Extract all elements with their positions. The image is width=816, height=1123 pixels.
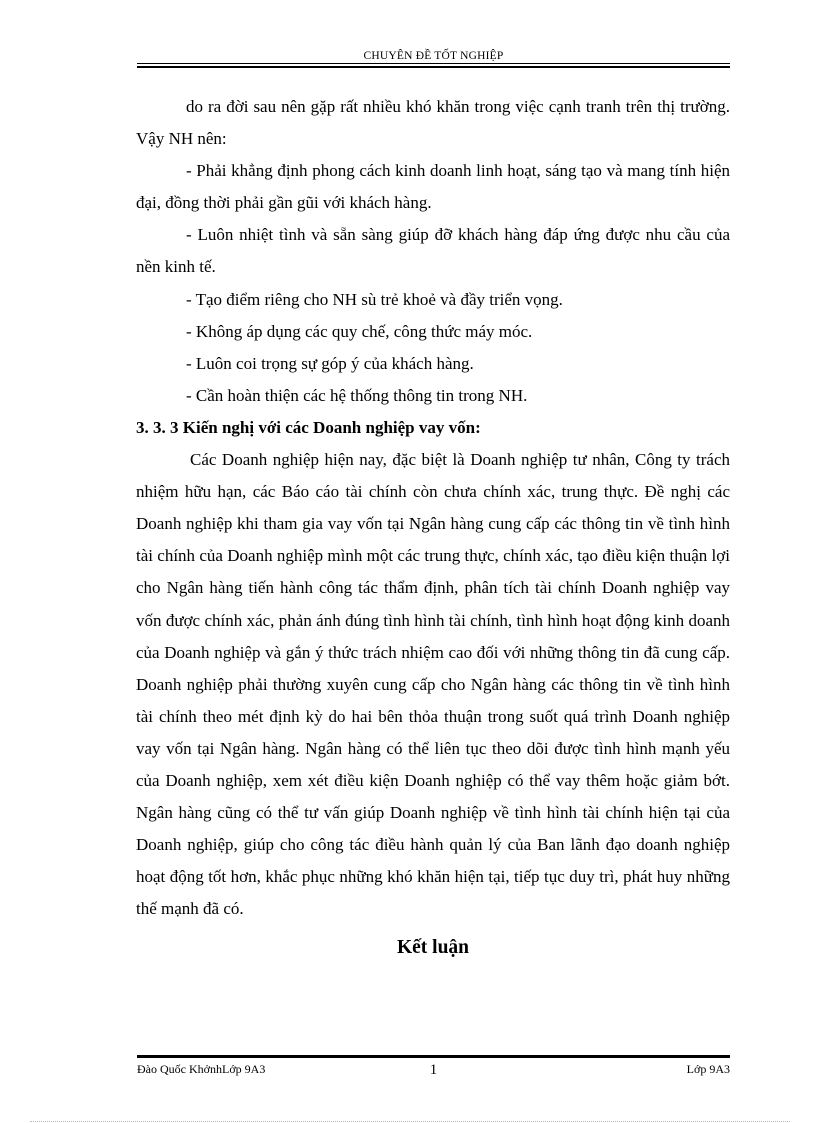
- bullet-item: - Luôn nhiệt tình và sẵn sàng giúp đỡ khách hàng đáp ứng được nhu cầu của nền kinh tế.: [136, 225, 730, 277]
- footer-author: Đào Quốc KhởnhLớp 9A3: [137, 1062, 266, 1076]
- page-number: 1: [429, 1062, 438, 1078]
- footer-rule: [137, 1055, 730, 1058]
- footer-class: Lớp 9A3: [686, 1062, 730, 1076]
- header-rule: [137, 63, 730, 68]
- bullet-item: - Tạo điểm riêng cho NH sù trẻ khoẻ và đầy triển vọng.: [186, 289, 563, 309]
- bullet-item: - Phải khẳng định phong cách kinh doanh linh hoạt, sáng tạo và mang tính hiện đại, đồng thời phải gần gũi với khách hàng.: [136, 161, 730, 213]
- document-body: [136, 91, 730, 963]
- page-bottom-border: [30, 1121, 790, 1122]
- bullet-item: - Luôn coi trọng sự góp ý của khách hàng.: [186, 353, 474, 373]
- paragraph-intro: do ra đời sau nên gặp rất nhiều khó khăn trong việc cạnh tranh trên thị trường. Vậy NH nên:: [136, 97, 730, 149]
- bullet-item: - Cần hoàn thiện các hệ thống thông tin trong NH.: [186, 385, 528, 405]
- section-heading: 3. 3. 3 Kiến nghị với các Doanh nghiệp vay vốn:: [136, 417, 481, 437]
- paragraph-recommendation: Các Doanh nghiệp hiện nay, đặc biệt là Doanh nghiệp tư nhân, Công ty trách nhiệm hữu hạn, các Báo cáo tài chính còn chưa chính xác, trung thực. Đề nghị các Doanh nghiệp khi tham gia vay vốn tại Ngân hàng cung cấp các thông tin về tình hình tài chính của Doanh nghiệp mình một các trung thực, chính xác, tạo điều kiện thuận lợi cho Ngân hàng tiến hành công tác thẩm định, phân tích tài chính Doanh nghiệp vay vốn được chính xác, phản ánh đúng tình hình tài chính, tình hình hoạt động kinh doanh của Doanh nghiệp và gắn ý thức trách nhiệm cao đối với những thông tin đã cung cấp. Doanh nghiệp phải thường xuyên cung cấp cho Ngân hàng các thông tin về tình hình tài chính theo mét định kỳ do hai bên thỏa thuận trong suốt quá trình Doanh nghiệp vay vốn tại Ngân hàng. Ngân hàng có thể liên tục theo dõi được tình hình mạnh yếu của Doanh nghiệp, xem xét điều kiện Doanh nghiệp có thể vay thêm hoặc giảm bớt. Ngân hàng cũng có thể tư vấn giúp Doanh nghiệp về tình hình tài chính hiện tại của Doanh nghiệp, giúp cho công tác điều hành quản lý của Ban lãnh đạo doanh nghiệp hoạt động tốt hơn, khắc phục những khó khăn hiện tại, tiếp tục duy trì, phát huy những thế mạnh đã có.: [136, 450, 730, 919]
- conclusion-title: Kết luận: [396, 937, 470, 959]
- bullet-item: - Không áp dụng các quy chế, công thức máy móc.: [186, 321, 533, 341]
- header-title: CHUYÊN ĐỀ TỐT NGHIỆP: [363, 50, 504, 62]
